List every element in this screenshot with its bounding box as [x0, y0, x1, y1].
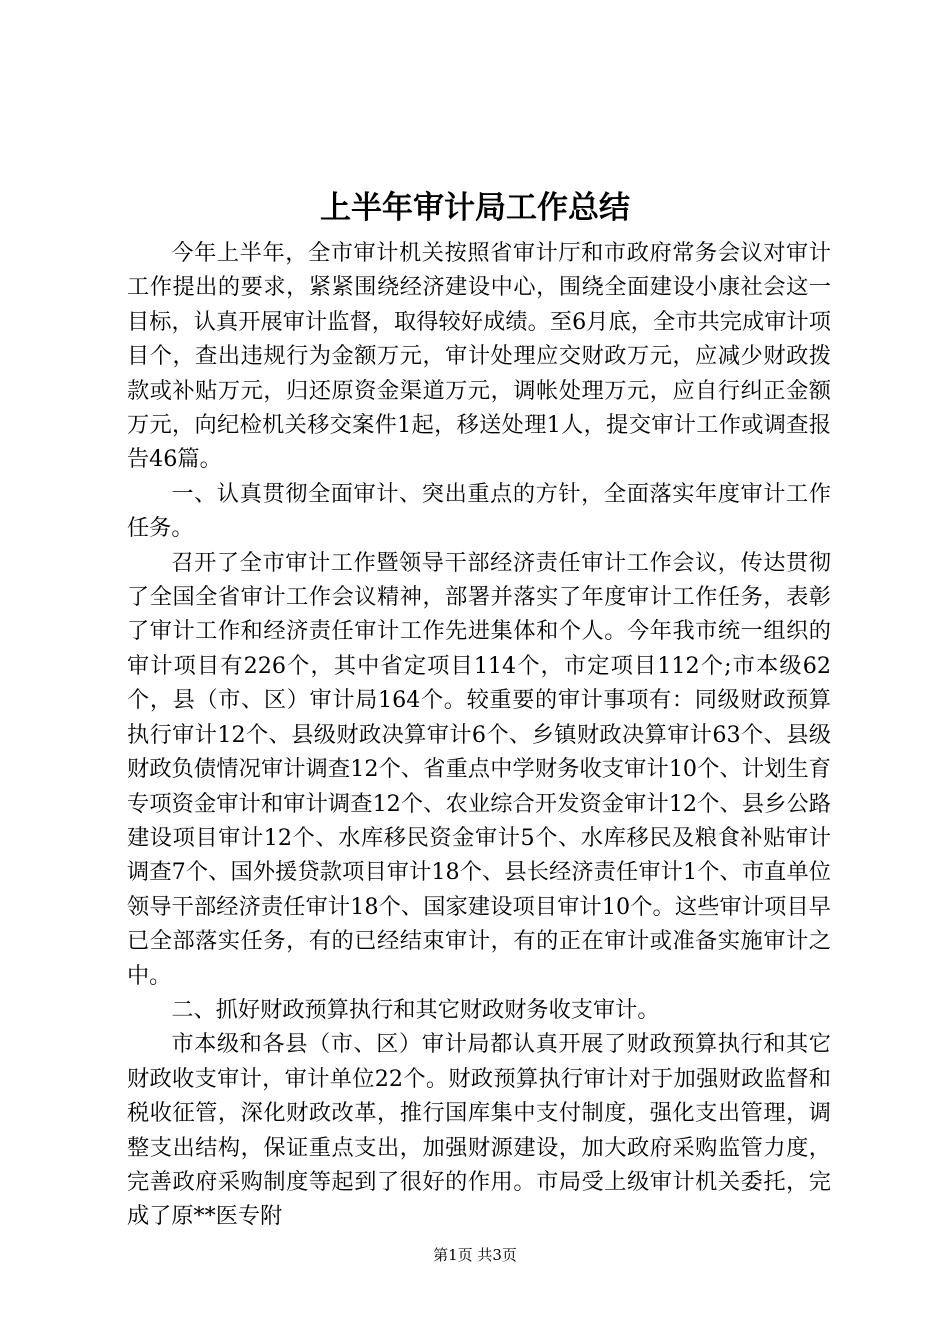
- paragraph-section-2: 市本级和各县（市、区）审计局都认真开展了财政预算执行和其它财政收支审计，审计单位22个。财政预算执行审计对于加强财政监督和税收征管，深化财政改革，推行国库集中支付制度，强化支出管理，调整支出结构，保证重点支出，加强财源建设，加大政府采购监管力度，完善政府采购制度等起到了很好的作用。市局受上级审计机关委托，完成了原**医专附: [127, 1031, 831, 1230]
- paragraph-intro: 今年上半年，全市审计机关按照省审计厅和市政府常务会议对审计工作提出的要求，紧紧围绕经济建设中心，围绕全面建设小康社会这一目标，认真开展审计监督，取得较好成绩。至6月底，全市共完成审计项目个，查出违规行为金额万元，审计处理应交财政万元，应减少财政拨款或补贴万元，归还原资金渠道万元，调帐处理万元，应自行纠正金额万元，向纪检机关移交案件1起，移送处理1人，提交审计工作或调查报告46篇。: [127, 240, 831, 473]
- paragraph-heading-2: 二、抓好财政预算执行和其它财政财务收支审计。: [171, 996, 660, 1023]
- paragraph-section-1: 召开了全市审计工作暨领导干部经济责任审计工作会议，传达贯彻了全国全省审计工作会议精神，部署并落实了年度审计工作任务，表彰了审计工作和经济责任审计工作先进集体和个人。今年我市统一组织的审计项目有226个，其中省定项目114个，市定项目112个;市本级62个，县（市、区）审计局164个。较重要的审计事项有：同级财政预算执行审计12个、县级财政决算审计6个、乡镇财政决算审计63个、县级财政负债情况审计调查12个、省重点中学财务收支审计10个、计划生育专项资金审计和审计调查12个、农业综合开发资金审计12个、县乡公路建设项目审计12个、水库移民资金审计5个、水库移民及粮食补贴审计调查7个、国外援贷款项目审计18个、县长经济责任审计1个、市直单位领导干部经济责任审计18个、国家建设项目审计10个。这些审计项目早已全部落实任务，有的已经结束审计，有的正在审计或准备实施审计之中。: [127, 549, 831, 989]
- document-body: [127, 236, 831, 1234]
- document-title: 上半年审计局工作总结: [320, 190, 630, 226]
- page-number-footer: 第1页 共3页: [433, 1246, 517, 1264]
- paragraph-heading-1: 一、认真贯彻全面审计、突出重点的方针，全面落实年度审计工作任务。: [127, 480, 831, 542]
